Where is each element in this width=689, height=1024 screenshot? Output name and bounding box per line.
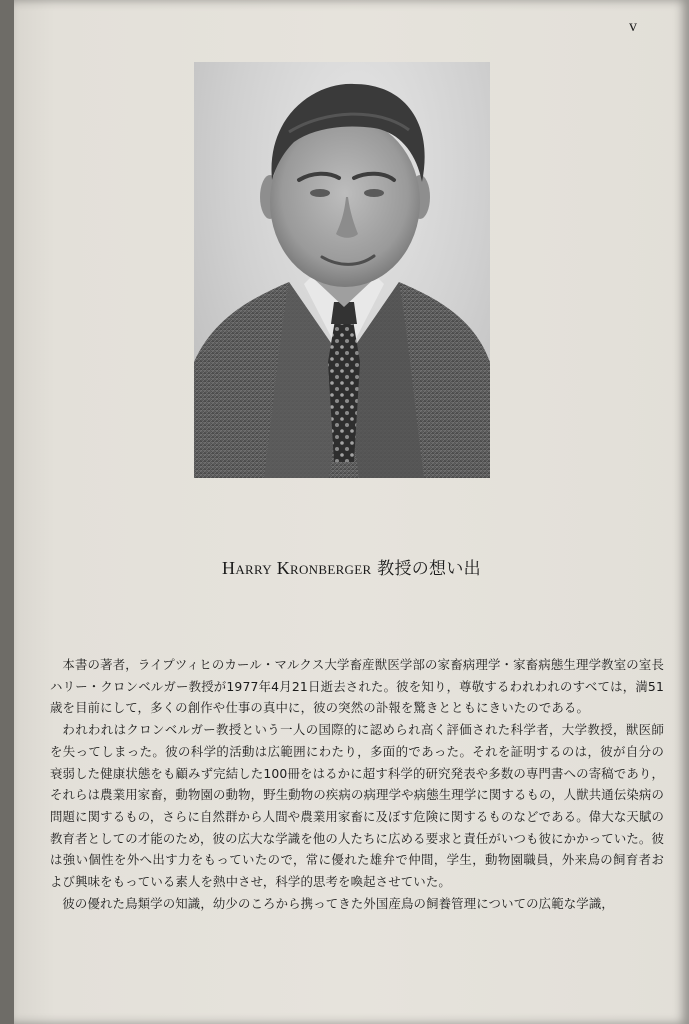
title-suffix: 教授の想い出: [371, 559, 481, 579]
title-name: Harry Kronberger: [222, 558, 372, 578]
paragraph-2: われわれはクロンベルガー教授という一人の国際的に認められ高く評価された科学者，大学教授，獣医師を失ってしまった。彼の科学的活動は広範囲にわたり，多面的であった。それを証明するのは，彼が自分の衰弱した健康状態をも顧みず完結した100冊をはるかに超す科学的研究発表や多数の専門書への寄稿であり，それらは農業用家畜，動物園の動物，野生動物の疾病の病理学や病態生理学に関するもの，人獣共通伝染病の問題に関するもの，さらに自然群から人間や農業用家畜に及ぼす危険に関するものなどである。偉大な天賦の教育者としての才能のため，彼の広大な学識を他の人たちに広める要求と責任がいつも彼にかかっていた。彼は強い個性を外へ出す力をもっていたので，常に優れた雄弁で仲間，学生，動物園職員，外来鳥の飼育者および興味をもっている素人を熱中させ，科学的思考を喚起させていた。: [50, 722, 664, 890]
page-title: [14, 554, 689, 579]
paragraph-1: 本書の著者，ライプツィヒのカール・マルクス大学畜産獣医学部の家畜病理学・家畜病態生理学教室の室長ハリー・クロンベルガー教授が1977年4月21日逝去された。彼を知り，尊敬するわれわれのすべては，満51歳を目前にして，多くの創作や仕事の真中に，彼の突然の訃報を驚きとともにきいたのである。: [50, 657, 664, 716]
portrait-illustration: [194, 62, 490, 478]
portrait-photo: [194, 62, 490, 478]
memorial-text: [50, 654, 664, 914]
page-number: v: [629, 18, 637, 35]
paragraph-3: 彼の優れた鳥類学の知識，幼少のころから携ってきた外国産鳥の飼養管理についての広範な学識，: [62, 895, 614, 911]
book-page: [14, 0, 689, 1024]
